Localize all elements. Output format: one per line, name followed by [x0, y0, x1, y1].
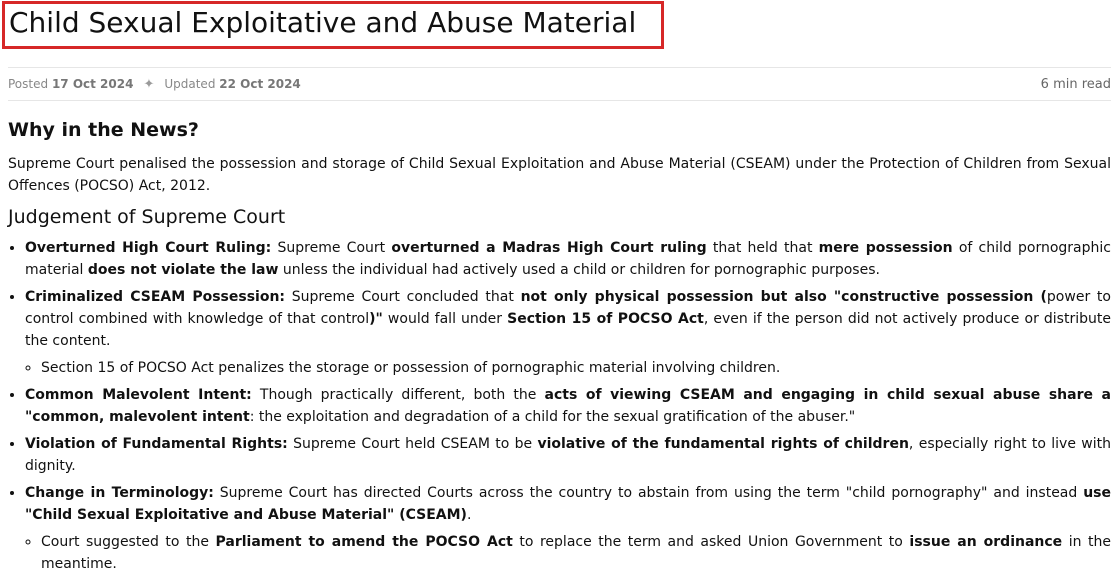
sub-list: [25, 531, 1111, 575]
list-item: [25, 384, 1111, 428]
item-text: Supreme Court has directed Courts across the country to abstain from using the term "child pornography" and instead: [213, 485, 1084, 501]
item-text: .: [466, 507, 472, 523]
sparkle-icon: ✦: [143, 76, 155, 92]
posted-label: Posted: [8, 77, 49, 91]
list-item: [25, 286, 1111, 379]
article-meta: [8, 67, 1111, 101]
item-bold: issue an ordinance: [909, 534, 1063, 550]
item-bold: violative of the fundamental rights of children: [537, 436, 909, 452]
updated-date: 22 Oct 2024: [219, 77, 301, 91]
article-body: [8, 116, 1111, 580]
item-text: power to control combined with knowledge of that control: [25, 289, 1111, 327]
item-lead: Overturned High Court Ruling:: [25, 240, 272, 256]
posted-date: 17 Oct 2024: [51, 77, 134, 91]
item-bold: overturned a Madras High Court ruling: [391, 240, 707, 256]
list-item: [25, 482, 1111, 575]
item-text: , even if the person did not actively produce or distribute the content.: [25, 311, 1111, 349]
item-bold: mere possession: [818, 240, 953, 256]
item-lead: Common Malevolent Intent:: [25, 387, 252, 403]
item-text: Supreme Court held CSEAM to be: [287, 436, 538, 452]
list-item: [25, 433, 1111, 477]
section-heading-why: Why in the News?: [8, 119, 199, 141]
sub-list-item: [41, 531, 1111, 575]
item-text: Supreme Court concluded that: [285, 289, 521, 305]
item-text: Though practically different, both the: [251, 387, 545, 403]
item-text: that held that: [706, 240, 819, 256]
judgement-list: [8, 237, 1111, 575]
item-bold: )": [369, 311, 383, 327]
item-text: Court suggested to the: [41, 534, 216, 550]
section-heading-judgement: Judgement of Supreme Court: [8, 206, 286, 228]
item-text: unless the individual had actively used a child or children for pornographic purposes.: [278, 262, 880, 278]
item-bold: Parliament to amend the POCSO Act: [215, 534, 513, 550]
read-time: 6 min read: [1040, 76, 1111, 92]
item-bold: acts of viewing CSEAM and engaging in child sexual abuse share a "common, malevolent intent: [25, 387, 1111, 425]
item-lead: Criminalized CSEAM Possession:: [25, 289, 286, 305]
item-text: of child pornographic material: [25, 240, 1111, 278]
item-bold: not only physical possession but also "constructive possession (: [520, 289, 1047, 305]
page-title: Child Sexual Exploitative and Abuse Material: [9, 6, 637, 39]
item-text: Supreme Court: [271, 240, 392, 256]
item-lead: Change in Terminology:: [25, 485, 214, 501]
item-text: , especially right to live with dignity.: [25, 436, 1111, 474]
item-bold: does not violate the law: [87, 262, 279, 278]
intro-paragraph: Supreme Court penalised the possession and storage of Child Sexual Exploitation and Abuse Material (CSEAM) under the Protection of Children from Sexual Offences (POCSO) Act, 2012.: [8, 156, 1111, 194]
item-lead: Violation of Fundamental Rights:: [25, 436, 288, 452]
item-text: would fall under: [382, 311, 508, 327]
item-bold: Section 15 of POCSO Act: [507, 311, 704, 327]
updated-label: Updated: [164, 77, 216, 91]
item-text: : the exploitation and degradation of a child for the sexual gratification of the abuser.": [249, 409, 856, 425]
sub-list: [25, 357, 1111, 379]
item-text: to replace the term and asked Union Government to: [512, 534, 910, 550]
item-text: in the meantime.: [41, 534, 1112, 572]
item-bold: use "Child Sexual Exploitative and Abuse Material" (CSEAM): [25, 485, 1111, 523]
sub-list-item: ◦ Section 15 of POCSO Act penalizes the storage or possession of pornographic material involving children.: [41, 357, 1111, 379]
list-item: [25, 237, 1111, 281]
